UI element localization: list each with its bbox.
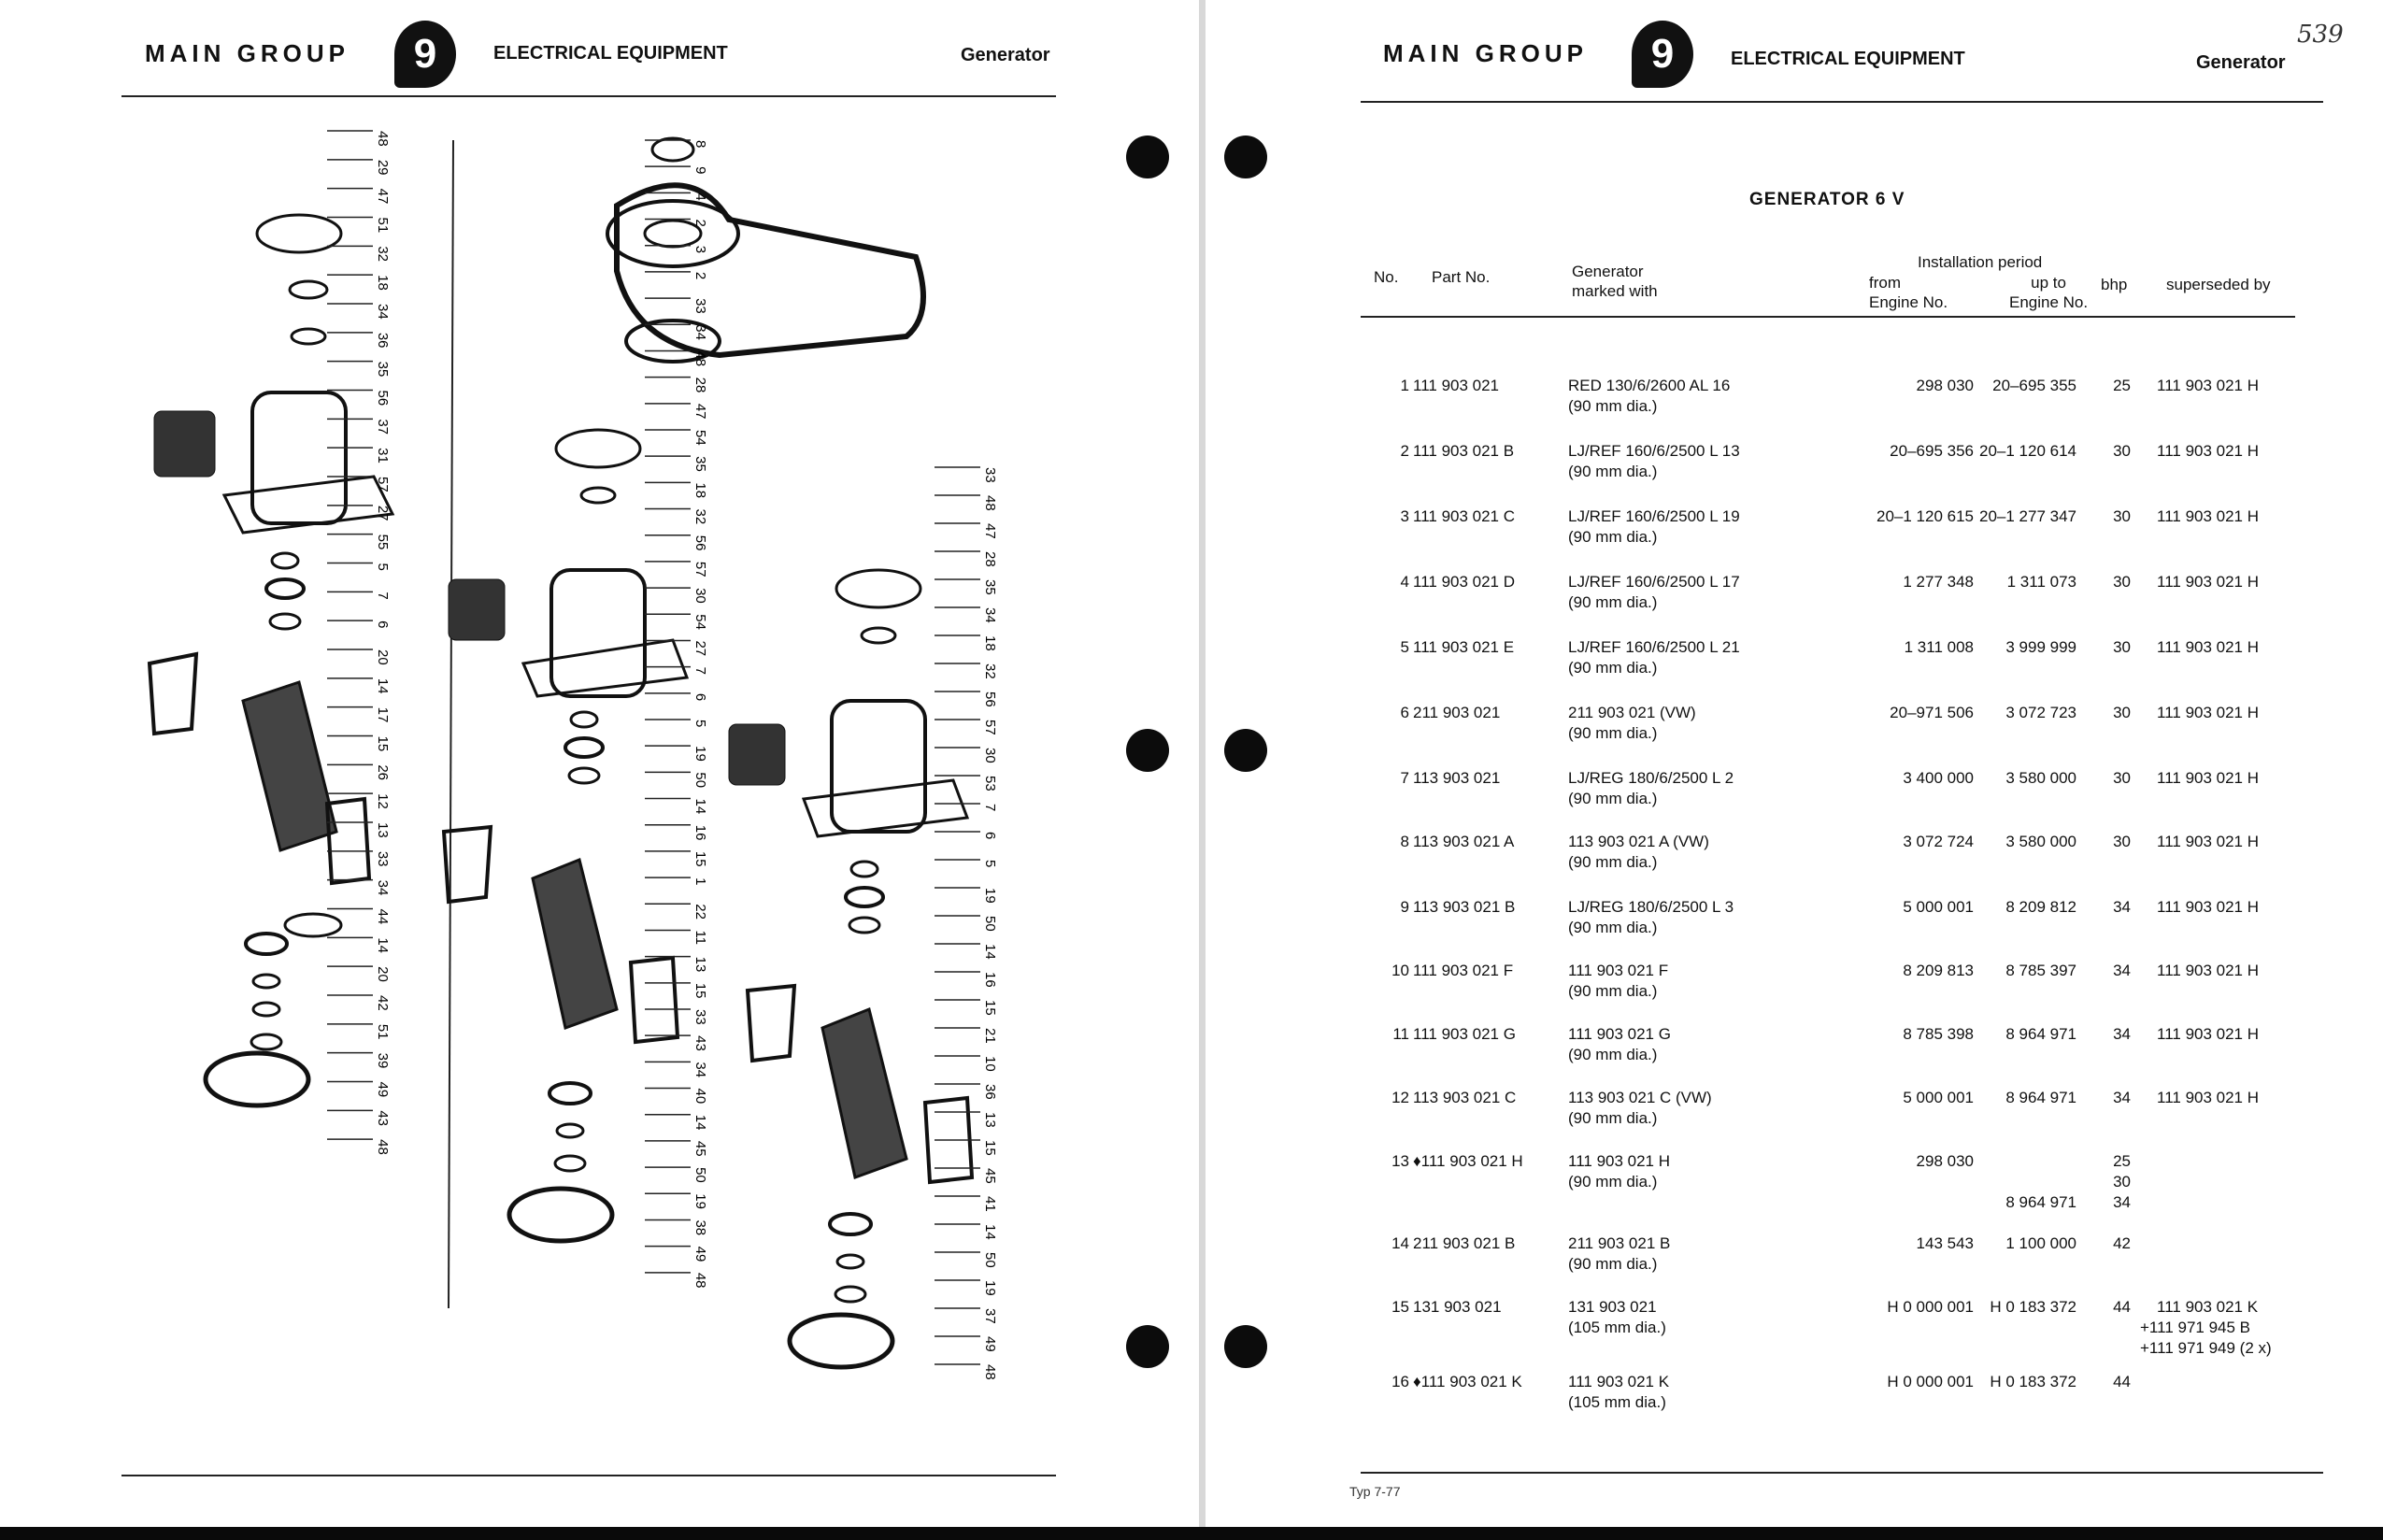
callout-number: 34 bbox=[982, 607, 998, 623]
callout-number: 3 bbox=[692, 245, 708, 254]
callout-number: 30 bbox=[692, 588, 708, 604]
cell-from: 298 030 bbox=[1916, 377, 1974, 394]
cell-diameter: (90 mm dia.) bbox=[1568, 528, 1658, 546]
callout-number: 6 bbox=[375, 620, 391, 629]
header-rule bbox=[121, 95, 1056, 97]
callout-number: 32 bbox=[692, 508, 708, 525]
scan-bottom-edge bbox=[0, 1527, 2383, 1540]
callout-number: 14 bbox=[982, 1224, 998, 1240]
callout-number: 50 bbox=[692, 772, 708, 789]
cell-bhp: 42 bbox=[2113, 1234, 2131, 1252]
callout-number: 47 bbox=[982, 523, 998, 539]
cell-sup: 111 903 021 K bbox=[2157, 1298, 2259, 1316]
callout-number: 15 bbox=[375, 735, 391, 752]
callout-number: 40 bbox=[692, 1088, 708, 1105]
cell-gen: 113 903 021 A (VW) bbox=[1568, 833, 1709, 850]
callout-number: 49 bbox=[375, 1081, 391, 1098]
cell-no: 5 bbox=[1400, 638, 1409, 656]
cell-from: H 0 000 001 bbox=[1887, 1373, 1974, 1390]
callout-number: 22 bbox=[692, 904, 708, 920]
cell-diameter: (90 mm dia.) bbox=[1568, 659, 1658, 677]
handwritten-page-number: 539 bbox=[2297, 21, 2344, 49]
cell-from: 20–1 120 615 bbox=[1876, 507, 1974, 525]
cell-upto: 20–1 120 614 bbox=[1979, 442, 2076, 460]
cell-bhp: 30 bbox=[2113, 833, 2131, 850]
cell-no: 9 bbox=[1400, 898, 1409, 916]
callout-number: 48 bbox=[692, 1272, 708, 1289]
cell-bhp: 44 bbox=[2113, 1373, 2131, 1390]
cell-from: 5 000 001 bbox=[1903, 1089, 1974, 1106]
cell-bhp: 34 bbox=[2113, 1089, 2131, 1106]
col-header-from: from Engine No. bbox=[1869, 274, 1948, 311]
cell-sup: 111 903 021 H bbox=[2157, 898, 2260, 916]
cell-part: ♦111 903 021 H bbox=[1413, 1152, 1523, 1170]
cell-no: 16 bbox=[1391, 1373, 1409, 1390]
callout-number: 43 bbox=[692, 1035, 708, 1051]
callout-number: 20 bbox=[375, 966, 391, 982]
cell-from: 8 209 813 bbox=[1903, 962, 1974, 979]
callout-number: 48 bbox=[375, 1139, 391, 1155]
callout-group-b bbox=[645, 140, 708, 1289]
cell-diameter: (90 mm dia.) bbox=[1568, 790, 1658, 807]
cell-part: 113 903 021 C bbox=[1413, 1089, 1517, 1106]
cell-upto: H 0 183 372 bbox=[1990, 1298, 2076, 1316]
callout-number: 15 bbox=[982, 1140, 998, 1156]
binder-hole bbox=[1224, 135, 1267, 178]
cell-sup: 111 903 021 H bbox=[2157, 1089, 2260, 1106]
fan-belt-illustration bbox=[607, 138, 923, 362]
callout-number: 36 bbox=[375, 332, 391, 349]
section-title: ELECTRICAL EQUIPMENT bbox=[493, 43, 728, 64]
callout-number: 13 bbox=[692, 956, 708, 973]
callout-number: 44 bbox=[375, 908, 391, 925]
cell-no: 11 bbox=[1392, 1025, 1409, 1043]
cell-gen: LJ/REF 160/6/2500 L 21 bbox=[1568, 638, 1740, 656]
binder-hole bbox=[1224, 729, 1267, 772]
callout-number: 35 bbox=[982, 579, 998, 595]
callout-number: 47 bbox=[375, 188, 391, 205]
callout-number: 34 bbox=[375, 879, 391, 896]
callout-number: 7 bbox=[692, 666, 708, 675]
callout-number: 37 bbox=[982, 1308, 998, 1324]
cell-gen: 131 903 021 bbox=[1568, 1298, 1657, 1316]
section-title: ELECTRICAL EQUIPMENT bbox=[1731, 49, 1965, 69]
cell-sup: 111 903 021 H bbox=[2157, 573, 2260, 591]
cell-from: 1 311 008 bbox=[1904, 638, 1974, 656]
cell-from: 298 030 bbox=[1916, 1152, 1974, 1170]
footer-rule bbox=[121, 1475, 1056, 1476]
callout-number: 15 bbox=[692, 982, 708, 999]
callout-number: 16 bbox=[982, 972, 998, 988]
callout-number: 7 bbox=[375, 592, 391, 600]
callout-number: 7 bbox=[982, 804, 998, 812]
cell-gen: 113 903 021 C (VW) bbox=[1568, 1089, 1712, 1106]
cell-part: ♦111 903 021 K bbox=[1413, 1373, 1522, 1390]
callout-number: 31 bbox=[375, 448, 391, 463]
callout-number: 27 bbox=[375, 505, 391, 521]
cell-gen: 211 903 021 (VW) bbox=[1568, 704, 1696, 721]
col-header-bhp: bhp bbox=[2101, 276, 2128, 293]
callout-number: 18 bbox=[692, 482, 708, 499]
callout-number: 54 bbox=[692, 430, 708, 446]
cell-from: 1 277 348 bbox=[1903, 573, 1974, 591]
callout-number: 8 bbox=[692, 140, 708, 149]
cell-part: 111 903 021 D bbox=[1413, 573, 1516, 591]
generator-column-a bbox=[150, 215, 392, 1105]
cell-diameter: (105 mm dia.) bbox=[1568, 1393, 1666, 1411]
col-header-part-no: Part No. bbox=[1432, 268, 1491, 286]
exploded-generator-diagram bbox=[112, 103, 1047, 1420]
callout-number: 18 bbox=[982, 635, 998, 651]
callout-number: 4 bbox=[692, 192, 708, 201]
callout-number: 14 bbox=[982, 944, 998, 960]
callout-number: 34 bbox=[692, 1062, 708, 1078]
callout-number: 14 bbox=[375, 937, 391, 954]
cell-gen: LJ/REF 160/6/2500 L 13 bbox=[1568, 442, 1740, 460]
cell-bhp: 30 bbox=[2113, 704, 2131, 721]
cell-bhp: 25 bbox=[2113, 377, 2131, 394]
callout-number: 13 bbox=[375, 822, 391, 838]
subsection-title: Generator bbox=[2196, 52, 2286, 73]
cell-sup: 111 903 021 H bbox=[2157, 638, 2260, 656]
callout-number: 45 bbox=[982, 1168, 998, 1184]
callout-number: 20 bbox=[375, 649, 391, 665]
cell-bhp: 30 bbox=[2113, 638, 2131, 656]
cell-sup2: +111 971 945 B bbox=[2140, 1319, 2251, 1336]
callout-number: 5 bbox=[692, 720, 708, 728]
callout-number: 56 bbox=[692, 535, 708, 551]
cell-from: 3 400 000 bbox=[1903, 769, 1974, 787]
header-rule bbox=[1361, 101, 2323, 103]
cell-bhp: 30 bbox=[2113, 442, 2131, 460]
cell-sup3: +111 971 949 (2 x) bbox=[2140, 1339, 2272, 1357]
cell-diameter: (90 mm dia.) bbox=[1568, 982, 1658, 1000]
cell-bhp: 30 bbox=[2113, 507, 2131, 525]
callout-number: 55 bbox=[375, 534, 391, 550]
cell-part: 131 903 021 bbox=[1413, 1298, 1502, 1316]
cell-part: 111 903 021 C bbox=[1413, 507, 1516, 525]
callout-number: 16 bbox=[692, 824, 708, 841]
cell-no: 6 bbox=[1400, 704, 1409, 721]
cell-sup: 111 903 021 H bbox=[2157, 833, 2260, 850]
cell-gen: LJ/REG 180/6/2500 L 3 bbox=[1568, 898, 1734, 916]
callout-number: 30 bbox=[982, 748, 998, 763]
callout-number: 34 bbox=[692, 324, 708, 340]
subsection-title: Generator bbox=[961, 45, 1050, 65]
callout-number: 6 bbox=[692, 692, 708, 702]
cell-from: 8 785 398 bbox=[1903, 1025, 1974, 1043]
cell-gen: LJ/REF 160/6/2500 L 17 bbox=[1568, 573, 1740, 591]
callout-number: 27 bbox=[692, 640, 708, 657]
cell-sup: 111 903 021 H bbox=[2157, 377, 2260, 394]
cell-upto: 3 580 000 bbox=[2005, 833, 2076, 850]
binder-hole bbox=[1126, 135, 1169, 178]
callout-number: 32 bbox=[982, 663, 998, 679]
cell-upto2: 8 964 971 bbox=[2005, 1193, 2076, 1211]
callout-number: 54 bbox=[692, 614, 708, 630]
callout-number: 19 bbox=[692, 1193, 708, 1209]
callout-number: 15 bbox=[692, 850, 708, 867]
cell-part: 211 903 021 B bbox=[1413, 1234, 1516, 1252]
callout-number: 37 bbox=[375, 419, 391, 435]
cell-part: 111 903 021 G bbox=[1413, 1025, 1516, 1043]
callout-number: 14 bbox=[692, 798, 708, 815]
group-number-badge: 9 bbox=[394, 21, 456, 88]
cell-bhp: 34 bbox=[2113, 898, 2131, 916]
callout-group-a bbox=[327, 131, 391, 1155]
callout-number: 56 bbox=[375, 390, 391, 406]
callout-number: 49 bbox=[982, 1336, 998, 1352]
cell-from: H 0 000 001 bbox=[1887, 1298, 1974, 1316]
callout-number: 48 bbox=[982, 1364, 998, 1380]
cell-bhp3: 34 bbox=[2113, 1193, 2131, 1211]
callout-number: 2 bbox=[692, 271, 708, 280]
callout-number: 13 bbox=[982, 1112, 998, 1128]
cell-from: 20–695 356 bbox=[1890, 442, 1974, 460]
cell-no: 3 bbox=[1400, 507, 1409, 525]
cell-gen: LJ/REF 160/6/2500 L 19 bbox=[1568, 507, 1740, 525]
cell-gen: 111 903 021 G bbox=[1568, 1025, 1671, 1043]
cell-part: 113 903 021 bbox=[1413, 769, 1501, 787]
cell-gen: LJ/REG 180/6/2500 L 2 bbox=[1568, 769, 1734, 787]
callout-number: 49 bbox=[692, 1246, 708, 1262]
cell-bhp: 44 bbox=[2113, 1298, 2131, 1316]
callout-number: 28 bbox=[692, 377, 708, 393]
page-gutter bbox=[1199, 0, 1206, 1540]
callout-number: 19 bbox=[982, 888, 998, 904]
callout-number: 50 bbox=[692, 1167, 708, 1183]
cell-bhp: 25 bbox=[2113, 1152, 2131, 1170]
callout-number: 14 bbox=[692, 1114, 708, 1131]
cell-diameter: (90 mm dia.) bbox=[1568, 397, 1658, 415]
cell-no: 1 bbox=[1400, 377, 1409, 394]
callout-number: 5 bbox=[982, 860, 998, 868]
cell-no: 15 bbox=[1391, 1298, 1409, 1316]
cell-gen: 111 903 021 H bbox=[1568, 1152, 1671, 1170]
cell-diameter: (90 mm dia.) bbox=[1568, 463, 1658, 480]
callout-number: 50 bbox=[982, 1252, 998, 1268]
cell-part: 111 903 021 E bbox=[1413, 638, 1515, 656]
cell-no: 7 bbox=[1400, 769, 1409, 787]
callout-number: 51 bbox=[375, 1023, 391, 1040]
cell-part: 113 903 021 A bbox=[1413, 833, 1515, 850]
callout-number: 34 bbox=[375, 304, 391, 320]
cell-from: 5 000 001 bbox=[1903, 898, 1974, 916]
cell-no: 10 bbox=[1391, 962, 1409, 979]
callout-number: 26 bbox=[375, 764, 391, 781]
binder-hole bbox=[1224, 1325, 1267, 1368]
cell-sup: 111 903 021 H bbox=[2157, 507, 2260, 525]
callout-number: 33 bbox=[375, 850, 391, 867]
cell-upto: 3 072 723 bbox=[2005, 704, 2076, 721]
cell-bhp: 34 bbox=[2113, 1025, 2131, 1043]
cell-no: 13 bbox=[1391, 1152, 1409, 1170]
cell-upto: 20–695 355 bbox=[1992, 377, 2076, 394]
cell-from: 3 072 724 bbox=[1903, 833, 1974, 850]
callout-number: 32 bbox=[375, 246, 391, 263]
callout-group-c bbox=[935, 467, 998, 1380]
col-header-installation-period: Installation period bbox=[1918, 253, 2043, 271]
group-number-badge: 9 bbox=[1632, 21, 1693, 88]
cell-upto: 8 964 971 bbox=[2005, 1089, 2076, 1106]
cell-no: 8 bbox=[1400, 833, 1409, 850]
cell-diameter: (90 mm dia.) bbox=[1568, 853, 1658, 871]
cell-upto: 1 100 000 bbox=[2005, 1234, 2076, 1252]
callout-number: 19 bbox=[692, 746, 708, 762]
callout-number: 41 bbox=[982, 1196, 998, 1212]
cell-sup: 111 903 021 H bbox=[2157, 1025, 2260, 1043]
callout-number: 14 bbox=[375, 677, 391, 694]
cell-diameter: (90 mm dia.) bbox=[1568, 919, 1658, 936]
table-title: GENERATOR 6 V bbox=[1749, 190, 1905, 209]
cell-upto: H 0 183 372 bbox=[1990, 1373, 2076, 1390]
main-group-label: MAIN GROUP bbox=[145, 39, 350, 67]
cell-no: 12 bbox=[1391, 1089, 1409, 1106]
cell-diameter: (90 mm dia.) bbox=[1568, 1255, 1658, 1273]
generator-column-b bbox=[444, 430, 687, 1241]
callout-number: 12 bbox=[375, 793, 391, 809]
generator-column-c bbox=[729, 570, 972, 1367]
callout-number: 5 bbox=[375, 563, 391, 571]
callout-number: 35 bbox=[692, 456, 708, 472]
callout-number: 48 bbox=[982, 495, 998, 511]
callout-number: 45 bbox=[692, 1140, 708, 1157]
callout-number: 6 bbox=[982, 832, 998, 840]
callout-number: 48 bbox=[375, 131, 391, 147]
callout-number: 33 bbox=[982, 467, 998, 483]
cell-upto: 8 964 971 bbox=[2005, 1025, 2076, 1043]
callout-number: 9 bbox=[692, 166, 708, 175]
callout-number: 33 bbox=[692, 298, 708, 314]
footer-rule bbox=[1361, 1472, 2323, 1474]
cell-upto: 8 785 397 bbox=[2005, 962, 2076, 979]
cell-part: 211 903 021 bbox=[1413, 704, 1501, 721]
cell-part: 111 903 021 B bbox=[1413, 442, 1515, 460]
cell-sup: 111 903 021 H bbox=[2157, 442, 2260, 460]
binder-hole bbox=[1126, 1325, 1169, 1368]
cell-sup: 111 903 021 H bbox=[2157, 704, 2260, 721]
callout-number: 53 bbox=[982, 776, 998, 791]
cell-no: 2 bbox=[1400, 442, 1409, 460]
callout-number: 15 bbox=[982, 1000, 998, 1016]
cell-no: 4 bbox=[1400, 573, 1409, 591]
cell-upto: 20–1 277 347 bbox=[1979, 507, 2076, 525]
callout-number: 57 bbox=[982, 720, 998, 735]
cell-bhp: 30 bbox=[2113, 769, 2131, 787]
cell-from: 20–971 506 bbox=[1890, 704, 1974, 721]
cell-bhp: 34 bbox=[2113, 962, 2131, 979]
cell-upto: 1 311 073 bbox=[2006, 573, 2076, 591]
callout-number: 51 bbox=[375, 217, 391, 234]
cell-bhp2: 30 bbox=[2113, 1173, 2131, 1191]
cell-diameter: (105 mm dia.) bbox=[1568, 1319, 1666, 1336]
cell-part: 111 903 021 F bbox=[1413, 962, 1514, 979]
cell-gen: 111 903 021 F bbox=[1568, 962, 1669, 979]
cell-bhp: 30 bbox=[2113, 573, 2131, 591]
callout-number: 50 bbox=[982, 916, 998, 932]
cell-sup: 111 903 021 H bbox=[2157, 962, 2260, 979]
callout-number: 56 bbox=[982, 692, 998, 707]
cell-sup: 111 903 021 H bbox=[2157, 769, 2260, 787]
cell-diameter: (90 mm dia.) bbox=[1568, 593, 1658, 611]
callout-number: 19 bbox=[982, 1280, 998, 1296]
callout-number: 29 bbox=[375, 159, 391, 176]
callout-number: 11 bbox=[692, 930, 708, 946]
callout-number: 48 bbox=[692, 350, 708, 367]
col-header-superseded-by: superseded by bbox=[2166, 276, 2271, 293]
callout-number: 1 bbox=[692, 877, 708, 886]
cell-gen: RED 130/6/2600 AL 16 bbox=[1568, 377, 1731, 394]
callout-number: 28 bbox=[982, 551, 998, 567]
main-group-label: MAIN GROUP bbox=[1383, 39, 1588, 67]
col-header-no: No. bbox=[1374, 268, 1399, 286]
callout-number: 47 bbox=[692, 403, 708, 420]
callout-number: 10 bbox=[982, 1056, 998, 1072]
callout-number: 42 bbox=[375, 995, 391, 1011]
callout-number: 33 bbox=[692, 1009, 708, 1025]
callout-number: 38 bbox=[692, 1219, 708, 1236]
footer-code: Typ 7-77 bbox=[1349, 1484, 1401, 1499]
col-header-up-to: up to Engine No. bbox=[2009, 274, 2089, 311]
callout-number: 57 bbox=[692, 561, 708, 578]
cell-diameter: (90 mm dia.) bbox=[1568, 1109, 1658, 1127]
cell-diameter: (90 mm dia.) bbox=[1568, 1173, 1658, 1191]
cell-gen: 111 903 021 K bbox=[1568, 1373, 1670, 1390]
cell-upto: 3 999 999 bbox=[2005, 638, 2076, 656]
cell-part: 113 903 021 B bbox=[1413, 898, 1516, 916]
callout-number: 17 bbox=[375, 706, 391, 723]
cell-from: 143 543 bbox=[1916, 1234, 1974, 1252]
cell-part: 111 903 021 bbox=[1413, 377, 1500, 394]
binder-hole bbox=[1126, 729, 1169, 772]
callout-number: 39 bbox=[375, 1052, 391, 1069]
cell-no: 14 bbox=[1391, 1234, 1409, 1252]
cell-upto: 3 580 000 bbox=[2005, 769, 2076, 787]
col-header-generator-marked: Generator marked with bbox=[1572, 263, 1658, 300]
cell-diameter: (90 mm dia.) bbox=[1568, 1046, 1658, 1063]
cell-gen: 211 903 021 B bbox=[1568, 1234, 1671, 1252]
callout-number: 18 bbox=[375, 275, 391, 291]
cell-upto: 8 209 812 bbox=[2005, 898, 2076, 916]
callout-number: 43 bbox=[375, 1110, 391, 1127]
callout-number: 21 bbox=[982, 1028, 998, 1044]
callout-number: 2 bbox=[692, 219, 708, 227]
callout-number: 36 bbox=[982, 1084, 998, 1100]
callout-number: 57 bbox=[375, 477, 391, 492]
table-header-rule bbox=[1361, 316, 2295, 318]
cell-diameter: (90 mm dia.) bbox=[1568, 724, 1658, 742]
callout-number: 35 bbox=[375, 361, 391, 378]
